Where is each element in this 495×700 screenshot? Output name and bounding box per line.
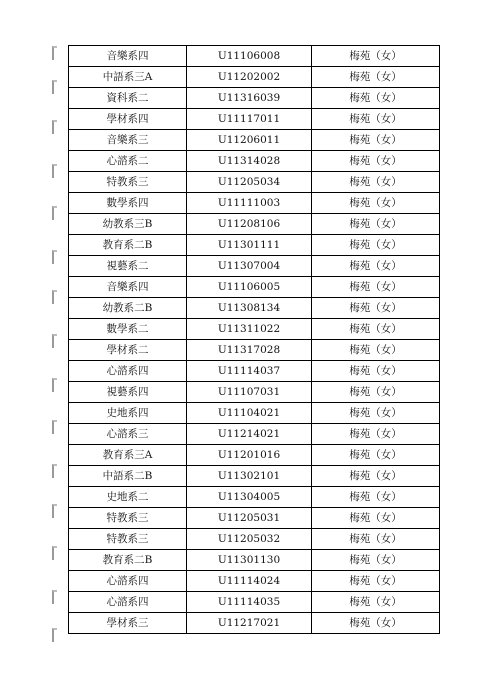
dormitory-cell: 梅苑（女） <box>312 403 440 424</box>
table-row <box>69 319 440 340</box>
department-cell: 中語系三A <box>69 67 187 88</box>
table-row <box>69 214 440 235</box>
student-id-cell: U11205034 <box>187 172 312 193</box>
department-cell: 史地系四 <box>69 403 187 424</box>
table-row <box>69 613 440 634</box>
dormitory-cell: 梅苑（女） <box>312 67 440 88</box>
dormitory-cell: 梅苑（女） <box>312 151 440 172</box>
margin-tick <box>52 628 57 642</box>
department-cell: 學材系四 <box>69 109 187 130</box>
margin-tick <box>52 334 57 348</box>
student-id-cell: U11117011 <box>187 109 312 130</box>
margin-tick <box>52 590 57 604</box>
table-row <box>69 466 440 487</box>
student-id-cell: U11317028 <box>187 340 312 361</box>
department-cell: 史地系二 <box>69 487 187 508</box>
student-id-cell: U11205031 <box>187 508 312 529</box>
department-cell: 資科系二 <box>69 88 187 109</box>
department-cell: 教育系二B <box>69 550 187 571</box>
department-cell: 視藝系二 <box>69 256 187 277</box>
roster-table-body <box>69 46 440 634</box>
table-row <box>69 340 440 361</box>
dormitory-cell: 梅苑（女） <box>312 214 440 235</box>
department-cell: 數學系四 <box>69 193 187 214</box>
table-row <box>69 592 440 613</box>
department-cell: 音樂系四 <box>69 277 187 298</box>
dormitory-cell: 梅苑（女） <box>312 340 440 361</box>
table-row <box>69 571 440 592</box>
dormitory-cell: 梅苑（女） <box>312 130 440 151</box>
table-row <box>69 298 440 319</box>
table-row <box>69 361 440 382</box>
student-id-cell: U11308134 <box>187 298 312 319</box>
student-id-cell: U11206011 <box>187 130 312 151</box>
department-cell: 特教系三 <box>69 529 187 550</box>
table-row <box>69 67 440 88</box>
dormitory-cell: 梅苑（女） <box>312 298 440 319</box>
table-row <box>69 193 440 214</box>
student-id-cell: U11304005 <box>187 487 312 508</box>
table-row <box>69 256 440 277</box>
dormitory-cell: 梅苑（女） <box>312 592 440 613</box>
table-row <box>69 277 440 298</box>
table-row <box>69 172 440 193</box>
margin-tick <box>52 546 57 560</box>
dormitory-cell: 梅苑（女） <box>312 508 440 529</box>
table-row <box>69 151 440 172</box>
department-cell: 教育系三A <box>69 445 187 466</box>
table-row <box>69 445 440 466</box>
student-id-cell: U11307004 <box>187 256 312 277</box>
department-cell: 心諮系二 <box>69 151 187 172</box>
student-id-cell: U11201016 <box>187 445 312 466</box>
table-row <box>69 235 440 256</box>
department-cell: 心諮系三 <box>69 424 187 445</box>
student-id-cell: U11114035 <box>187 592 312 613</box>
department-cell: 教育系二B <box>69 235 187 256</box>
student-id-cell: U11314028 <box>187 151 312 172</box>
department-cell: 視藝系四 <box>69 382 187 403</box>
dormitory-cell: 梅苑（女） <box>312 424 440 445</box>
student-id-cell: U11311022 <box>187 319 312 340</box>
student-id-cell: U11217021 <box>187 613 312 634</box>
dormitory-cell: 梅苑（女） <box>312 256 440 277</box>
student-id-cell: U11316039 <box>187 88 312 109</box>
margin-tick <box>52 46 57 60</box>
department-cell: 學材系三 <box>69 613 187 634</box>
table-row <box>69 550 440 571</box>
margin-tick <box>52 120 57 134</box>
department-cell: 中語系二B <box>69 466 187 487</box>
dormitory-cell: 梅苑（女） <box>312 466 440 487</box>
department-cell: 特教系三 <box>69 172 187 193</box>
student-id-cell: U11104021 <box>187 403 312 424</box>
department-cell: 幼教系二B <box>69 298 187 319</box>
margin-tick <box>52 206 57 220</box>
table-row <box>69 382 440 403</box>
margin-tick <box>52 420 57 434</box>
student-id-cell: U11301111 <box>187 235 312 256</box>
department-cell: 數學系二 <box>69 319 187 340</box>
department-cell: 特教系三 <box>69 508 187 529</box>
dormitory-cell: 梅苑（女） <box>312 382 440 403</box>
table-row <box>69 508 440 529</box>
department-cell: 音樂系三 <box>69 130 187 151</box>
dormitory-cell: 梅苑（女） <box>312 172 440 193</box>
department-cell: 心諮系四 <box>69 571 187 592</box>
margin-tick <box>52 464 57 478</box>
student-id-cell: U11208106 <box>187 214 312 235</box>
roster-table <box>68 45 440 634</box>
department-cell: 幼教系三B <box>69 214 187 235</box>
department-cell: 音樂系四 <box>69 46 187 67</box>
dormitory-cell: 梅苑（女） <box>312 529 440 550</box>
dormitory-cell: 梅苑（女） <box>312 550 440 571</box>
department-cell: 心諮系四 <box>69 361 187 382</box>
student-id-cell: U11114024 <box>187 571 312 592</box>
student-id-cell: U11106005 <box>187 277 312 298</box>
dormitory-cell: 梅苑（女） <box>312 235 440 256</box>
table-row <box>69 46 440 67</box>
dormitory-cell: 梅苑（女） <box>312 109 440 130</box>
dormitory-cell: 梅苑（女） <box>312 193 440 214</box>
dormitory-cell: 梅苑（女） <box>312 361 440 382</box>
student-id-cell: U11302101 <box>187 466 312 487</box>
student-id-cell: U11205032 <box>187 529 312 550</box>
binding-margin-marks <box>52 44 66 644</box>
department-cell: 學材系二 <box>69 340 187 361</box>
dormitory-cell: 梅苑（女） <box>312 613 440 634</box>
margin-tick <box>52 164 57 178</box>
margin-tick <box>52 290 57 304</box>
table-row <box>69 109 440 130</box>
student-id-cell: U11111003 <box>187 193 312 214</box>
margin-tick <box>52 80 57 94</box>
table-row <box>69 88 440 109</box>
margin-tick <box>52 250 57 264</box>
margin-tick <box>52 504 57 518</box>
dormitory-cell: 梅苑（女） <box>312 571 440 592</box>
department-cell: 心諮系四 <box>69 592 187 613</box>
dormitory-cell: 梅苑（女） <box>312 319 440 340</box>
student-id-cell: U11301130 <box>187 550 312 571</box>
dormitory-cell: 梅苑（女） <box>312 277 440 298</box>
dormitory-cell: 梅苑（女） <box>312 46 440 67</box>
student-id-cell: U11114037 <box>187 361 312 382</box>
student-id-cell: U11214021 <box>187 424 312 445</box>
student-id-cell: U11202002 <box>187 67 312 88</box>
table-row <box>69 529 440 550</box>
dormitory-cell: 梅苑（女） <box>312 445 440 466</box>
dormitory-cell: 梅苑（女） <box>312 487 440 508</box>
student-id-cell: U11106008 <box>187 46 312 67</box>
table-row <box>69 487 440 508</box>
table-row <box>69 403 440 424</box>
table-row <box>69 424 440 445</box>
student-id-cell: U11107031 <box>187 382 312 403</box>
table-row <box>69 130 440 151</box>
dormitory-cell: 梅苑（女） <box>312 88 440 109</box>
margin-tick <box>52 378 57 392</box>
